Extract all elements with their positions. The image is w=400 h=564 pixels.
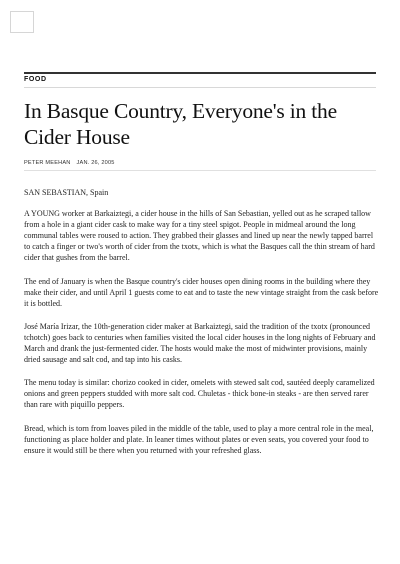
section-divider bbox=[24, 87, 376, 88]
article-paragraph-1: A YOUNG worker at Barkaiztegi, a cider house in the hills of San Sebastian, yelled out as he scraped tallow from a hole in a giant cider cask to make way for a tiny steel spigot. People in midmeal around the long communal tables were roused to action. They grabbed their glasses and lined up near the newly tapped barrel to catch a finger or two's worth of cider from the txotx, which is what the Basques call the thin stream of hard cider that gushes from the barrel. bbox=[24, 209, 375, 263]
byline-divider bbox=[24, 170, 376, 171]
article-paragraph-3: José María Irizar, the 10th-generation cider maker at Barkaiztegi, said the tradition of the txotx (pronounced tchotch) goes back to centuries when families visited the local cider houses in the long nights of February and March and drank the just-fermented cider. The hosts would make the most of midwinter provisions, mainly dried sausage and salt cod, and tap into his casks. bbox=[24, 321, 376, 365]
byline-row bbox=[24, 160, 115, 166]
article-paragraph-5: Bread, which is torn from loaves piled in the middle of the table, used to play a more central role in the meal, functioning as place holder and plate. In leaner times without plates or even seats, you covered your food to ensure it would still be there when you returned with your refreshed glass. bbox=[24, 423, 374, 455]
article-body bbox=[24, 187, 380, 468]
site-logo-placeholder[interactable] bbox=[10, 11, 34, 33]
article-paragraph-4: The menu today is similar: chorizo cooked in cider, omelets with stewed salt cod, sautéed deeply caramelized onions and green peppers studded with more salt cod. Chuletas - thick bone-in steaks - are then served rarer than rare with piquillo peppers. bbox=[24, 378, 375, 410]
article-headline: In Basque Country, Everyone's in the Cider House bbox=[24, 99, 337, 149]
article-dateline: SAN SEBASTIAN, Spain bbox=[24, 188, 109, 197]
byline-date: JAN. 26, 2005 bbox=[76, 160, 115, 166]
byline-author[interactable]: PETER MEEHAN bbox=[24, 160, 71, 166]
article-paragraph-2: The end of January is when the Basque country's cider houses open dining rooms in the building where they make their cider, and until April 1 guests come to eat and to taste the new vintage straight from the cask before it is bottled. bbox=[24, 276, 379, 308]
section-top-rule bbox=[24, 72, 376, 74]
section-label[interactable]: FOOD bbox=[24, 76, 47, 83]
